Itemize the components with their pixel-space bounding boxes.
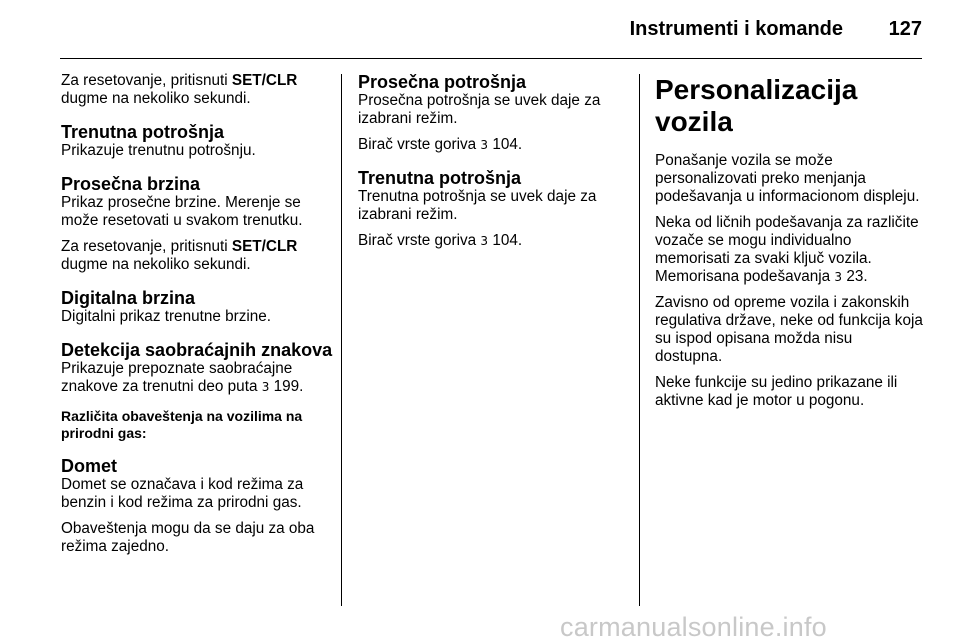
- paragraph-digitalna-brzina: Digitalni prikaz trenutne brzine.: [61, 308, 272, 325]
- paragraph-detekcija-znakova: Prikazuje prepoznate saobraćajne znakove za trenutni deo puta 3 199.: [61, 360, 304, 395]
- paragraph-domet: Domet se označava i kod režima za benzin i kod režima za prirodni gas.: [61, 476, 304, 511]
- header-divider: [60, 58, 922, 59]
- heading-digitalna-brzina: Digitalna brzina: [61, 288, 196, 308]
- page-reference-icon[interactable]: 3: [480, 234, 489, 248]
- page-number: 127: [888, 18, 922, 40]
- page-reference-icon[interactable]: 3: [834, 270, 843, 284]
- paragraph-obavestenja: Obaveštenja mogu da se daju za oba režima zajedno.: [61, 520, 315, 555]
- paragraph-prosecna-brzina: Prikaz prosečne brzine. Merenje se može resetovati u svakom trenutku.: [61, 194, 303, 229]
- page-reference[interactable]: 104.: [492, 136, 523, 153]
- paragraph-personalizacija-1: Ponašanje vozila se može personalizovati preko menjanja podešavanja u informacionom displeju.: [655, 152, 920, 205]
- paragraph-birac-goriva-2: Birač vrste goriva 3 104.: [358, 232, 523, 249]
- heading-detekcija-znakova: Detekcija saobraćajnih znakova: [61, 340, 333, 360]
- heading-prosecna-brzina: Prosečna brzina: [61, 174, 201, 194]
- paragraph-prosecna-potrosnja: Prosečna potrošnja se uvek daje za izabrani režim.: [358, 92, 601, 127]
- paragraph-trenutna-potrosnja-2: Trenutna potrošnja se uvek daje za izabrani režim.: [358, 188, 597, 223]
- heading-trenutna-potrosnja-2: Trenutna potrošnja: [358, 168, 522, 188]
- page-reference-icon[interactable]: 3: [261, 380, 270, 394]
- paragraph-reset-1: Za resetovanje, pritisnuti SET/CLR dugme na nekoliko sekundi.: [61, 72, 298, 107]
- paragraph-personalizacija-3: Zavisno od opreme vozila i zakonskih regulativa države, neke od funkcija koja su ispod opisana možda nisu dostupna.: [655, 294, 923, 365]
- heading-prosecna-potrosnja: Prosečna potrošnja: [358, 72, 527, 92]
- heading-razlicita-obavestenja: Različita obaveštenja na vozilima na prirodni gas:: [61, 408, 303, 441]
- page-reference[interactable]: 23.: [846, 268, 868, 285]
- column-2: [358, 72, 630, 258]
- heading-personalizacija-vozila: Personalizacija vozila: [655, 74, 858, 137]
- paragraph-personalizacija-2: Neka od ličnih podešavanja za različite vozače se mogu individualno memorisati za svaki ključ vozila. Memorisana podešavanja 3 23.: [655, 214, 919, 285]
- paragraph-birac-goriva-1: Birač vrste goriva 3 104.: [358, 136, 523, 153]
- paragraph-personalizacija-4: Neke funkcije su jedino prikazane ili aktivne kad je motor u pogonu.: [655, 374, 898, 409]
- paragraph-reset-2: Za resetovanje, pritisnuti SET/CLR dugme na nekoliko sekundi.: [61, 238, 298, 273]
- page-reference[interactable]: 104.: [492, 232, 523, 249]
- page-reference-icon[interactable]: 3: [480, 138, 489, 152]
- page-reference[interactable]: 199.: [273, 378, 304, 395]
- column-divider-2: [639, 74, 640, 606]
- watermark: carmanualsonline.info: [560, 612, 827, 642]
- section-title: Instrumenti i komande: [629, 18, 843, 40]
- column-3: [655, 74, 923, 418]
- heading-trenutna-potrosnja: Trenutna potrošnja: [61, 122, 225, 142]
- column-1: [61, 72, 333, 564]
- paragraph-trenutna-potrosnja: Prikazuje trenutnu potrošnju.: [61, 142, 256, 159]
- heading-domet: Domet: [61, 456, 118, 476]
- column-divider-1: [341, 74, 342, 606]
